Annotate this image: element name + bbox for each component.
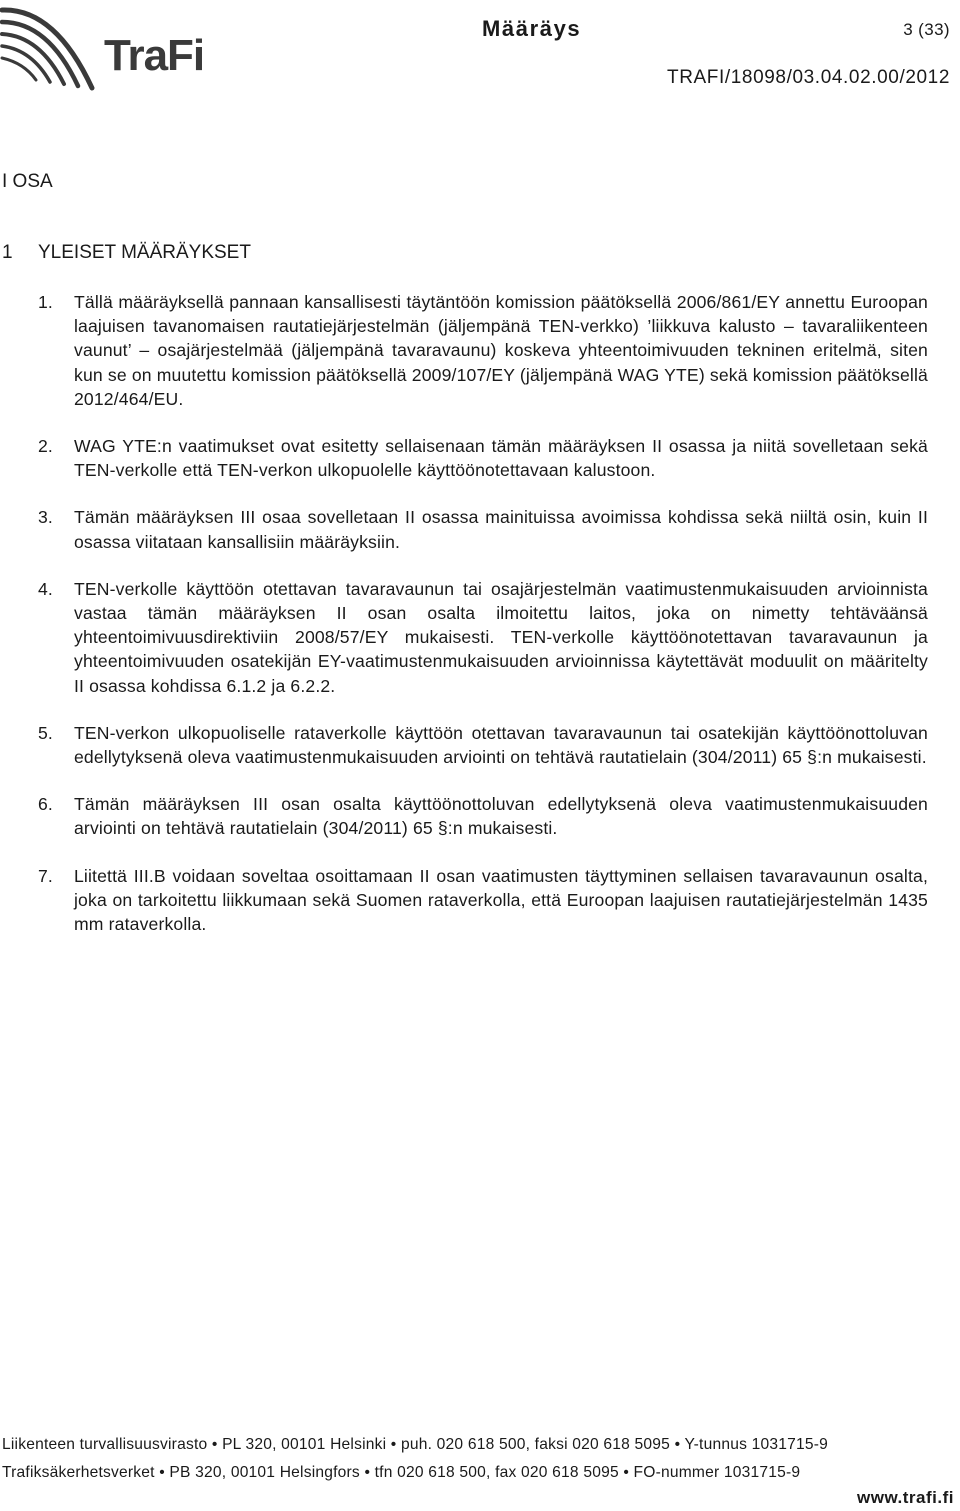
item-number: 1. bbox=[38, 292, 53, 312]
item-text: TEN-verkolle käyttöön otettavan tavaravaunun tai osajärjestelmän vaatimustenmukaisuuden arvioinnista vastaa tämän määräyksen II osan osalta ilmoitettu laitos, joka on nimetty tehtäväänsä yhteentoimivuusdirektiviin 2008/57/EY mukaisesti. TEN-verkolle käyttöönotettavan tavaravaunun ja yhteentoimivuuden osatekijän EY-vaatimustenmukaisuuden arvioinnissa käytettävät moduulit on määritelty II osassa kohdissa 6.1.2 ja 6.2.2. bbox=[74, 578, 928, 696]
item-text: Tällä määräyksellä pannaan kansallisesti täytäntöön komission päätöksellä 2006/861/EY annettu Euroopan laajuisen tavanomaisen rautatiejärjestelmän (jäljempänä TEN-verkko) ’liikkuva kalusto – tavaraliikenteen vaunut’ – osajärjestelmää (jäljempänä tavaravaunu) koskeva yhteentoimivuuden tekninen eritelmä, siten kun se on muutettu komission päätöksellä 2009/107/EY (jäljempänä WAG YTE) sekä komission päätöksellä 2012/464/EU. bbox=[74, 292, 928, 409]
item-number: 7. bbox=[38, 865, 53, 886]
regulation-list bbox=[0, 290, 960, 959]
list-item bbox=[0, 721, 960, 769]
part-heading: I OSA bbox=[2, 171, 53, 192]
trafi-logo bbox=[0, 0, 230, 100]
list-item bbox=[0, 434, 960, 482]
footer-swedish: Trafiksäkerhetsverket • PB 320, 00101 Helsingfors • tfn 020 618 500, fax 020 618 5095 • FO-nummer 1031715-9 bbox=[2, 1464, 801, 1481]
list-item bbox=[0, 290, 960, 411]
section-heading bbox=[2, 242, 251, 264]
item-number: 5. bbox=[38, 722, 53, 743]
item-number: 4. bbox=[38, 578, 53, 599]
list-item bbox=[0, 505, 960, 553]
item-text: WAG YTE:n vaatimukset ovat esitetty sellaisenaan tämän määräyksen II osassa ja niitä sovelletaan sekä TEN-verkolle että TEN-verkon ulkopuolelle käyttöönotettavaan kalustoon. bbox=[74, 436, 928, 481]
section-number: 1 bbox=[2, 242, 13, 263]
reference-number: TRAFI/18098/03.04.02.00/2012 bbox=[667, 67, 950, 88]
list-item bbox=[0, 792, 960, 840]
item-text: Liitettä III.B voidaan soveltaa osoittamaan II osan vaatimusten täyttyminen sellaisen tavaravaunun osalta, joka on tarkoitettu liikkumaan sekä Suomen rataverkolla, että Euroopan laajuisen rautatiejärjestelmän 1435 mm rataverkolla. bbox=[74, 865, 928, 935]
document-type: Määräys bbox=[482, 16, 582, 41]
item-text: Tämän määräyksen III osaa sovelletaan II osassa mainituissa avoimissa kohdissa sekä niiltä osin, kuin II osassa viitataan kansallisiin määräyksiin. bbox=[74, 507, 928, 552]
logo-wordmark: TraFi bbox=[104, 31, 205, 80]
footer-finnish: Liikenteen turvallisuusvirasto • PL 320, 00101 Helsinki • puh. 020 618 500, faksi 020 618 5095 • Y-tunnus 1031715-9 bbox=[2, 1436, 828, 1453]
page-number: 3 (33) bbox=[903, 20, 950, 39]
item-number: 2. bbox=[38, 436, 53, 457]
item-number: 3. bbox=[38, 507, 53, 528]
item-text: TEN-verkon ulkopuoliselle rataverkolle käyttöön otettavan tavaravaunun tai osatekijän käyttöönottoluvan edellytyksenä oleva vaatimustenmukaisuuden arviointi on tehtävä rautatielain (304/2011) 65 §:n mukaisesti. bbox=[74, 722, 928, 768]
item-text: Tämän määräyksen III osan osalta käyttöönottoluvan edellytyksenä oleva vaatimustenmukaisuuden arviointi on tehtävä rautatielain (304/2011) 65 §:n mukaisesti. bbox=[74, 794, 928, 839]
list-item bbox=[0, 577, 960, 698]
list-item bbox=[0, 864, 960, 937]
footer-website-link[interactable]: www.trafi.fi bbox=[857, 1488, 954, 1507]
item-number: 6. bbox=[38, 794, 53, 815]
section-title: YLEISET MÄÄRÄYKSET bbox=[38, 242, 251, 263]
